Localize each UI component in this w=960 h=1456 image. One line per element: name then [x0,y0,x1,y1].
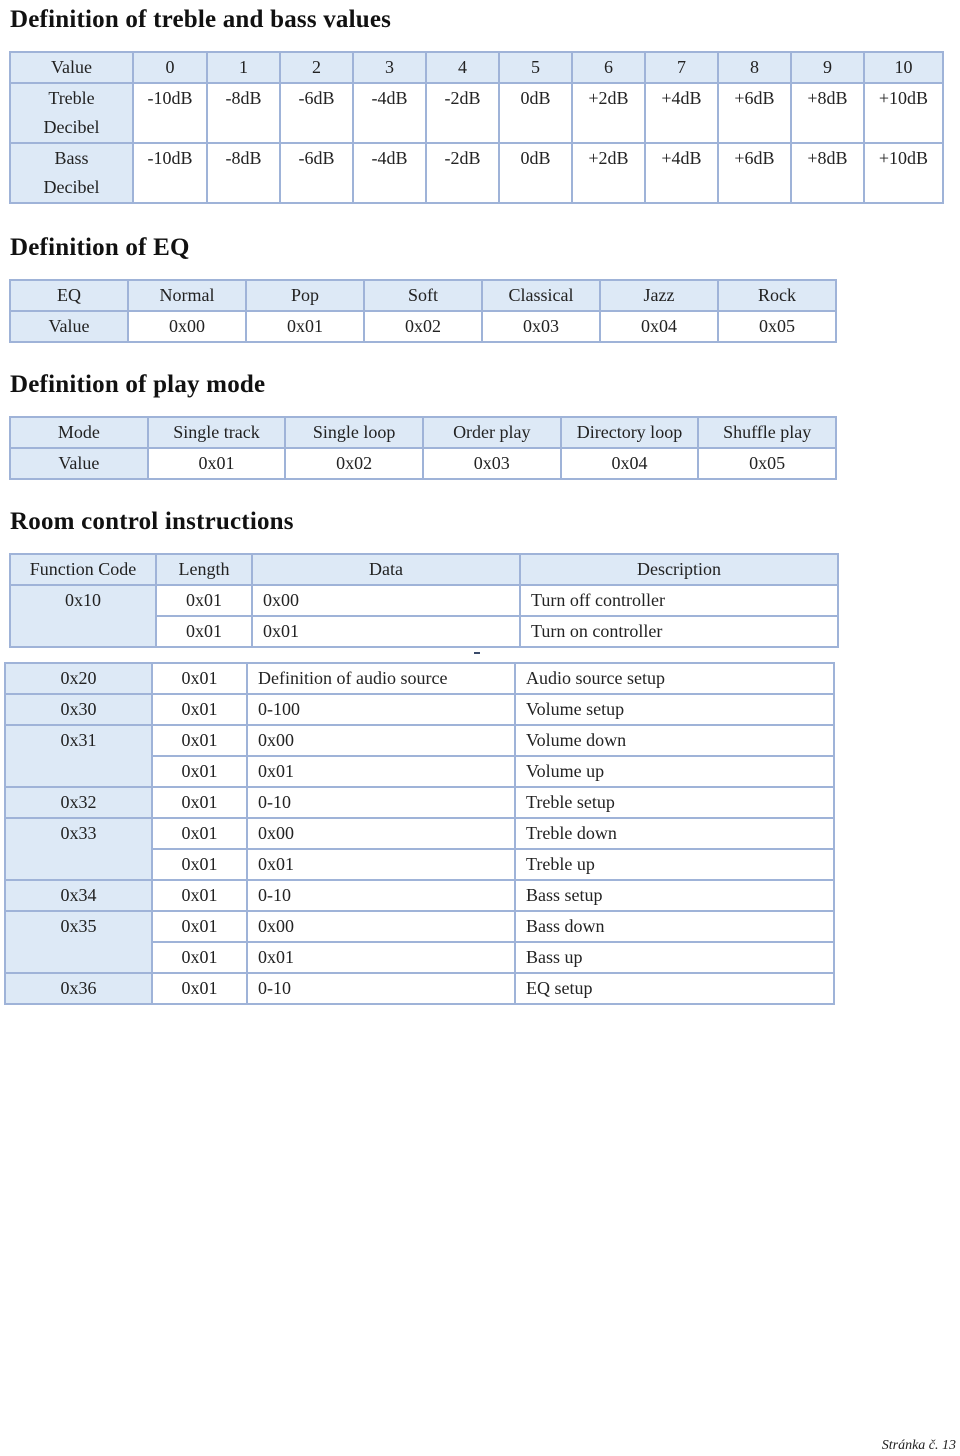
room-control-title: Room control instructions [10,508,294,535]
mode-name-cell: Single loop [285,417,423,448]
description-cell: Treble up [515,849,834,880]
play-mode-table [9,416,837,480]
function-code-cell: 0x10 [10,585,156,647]
data-cell: 0-10 [247,973,515,1004]
length-cell: 0x01 [152,973,247,1004]
treble-cell: +4dB [645,83,718,143]
eq-name-cell: Pop [246,280,364,311]
bass-cell: +4dB [645,143,718,203]
value-cell: 5 [499,52,572,83]
treble-cell: -8dB [207,83,280,143]
description-cell: Bass down [515,911,834,942]
data-cell: 0x00 [252,585,520,616]
eq-title: Definition of EQ [10,234,190,261]
table-row [10,448,836,479]
data-cell: 0x01 [247,756,515,787]
eq-value-cell: 0x01 [246,311,364,342]
data-cell: 0x00 [247,725,515,756]
length-cell: 0x01 [152,663,247,694]
mode-value-cell: 0x04 [561,448,699,479]
eq-table [9,279,837,343]
mode-value-cell: 0x01 [148,448,286,479]
treble-label-line2: Decibel [43,117,100,137]
mode-name-cell: Single track [148,417,286,448]
treble-cell: +10dB [864,83,943,143]
treble-cell: -4dB [353,83,426,143]
mode-header: Mode [10,417,148,448]
column-header: Data [252,554,520,585]
function-code-cell: 0x32 [5,787,152,818]
description-cell: Volume down [515,725,834,756]
value-cell: 10 [864,52,943,83]
description-cell: Turn off controller [520,585,838,616]
description-cell: Treble down [515,818,834,849]
eq-name-cell: Normal [128,280,246,311]
mode-name-cell: Directory loop [561,417,699,448]
table-row [5,725,834,756]
function-code-cell: 0x34 [5,880,152,911]
table-row [10,280,836,311]
column-header: Description [520,554,838,585]
table-row [5,787,834,818]
treble-cell: +2dB [572,83,645,143]
description-cell: Audio source setup [515,663,834,694]
function-code-cell: 0x35 [5,911,152,973]
length-cell: 0x01 [152,725,247,756]
value-cell: 8 [718,52,791,83]
table-row [5,973,834,1004]
eq-value-cell: 0x02 [364,311,482,342]
data-cell: 0x00 [247,911,515,942]
function-code-cell: 0x20 [5,663,152,694]
data-cell: 0-100 [247,694,515,725]
function-code-cell: 0x30 [5,694,152,725]
eq-name-cell: Jazz [600,280,718,311]
table-row [10,311,836,342]
table-row [10,417,836,448]
length-cell: 0x01 [152,694,247,725]
value-cell: 4 [426,52,499,83]
table-row [5,880,834,911]
data-cell: Definition of audio source [247,663,515,694]
bass-cell: +8dB [791,143,864,203]
length-cell: 0x01 [152,880,247,911]
room-control-table-part2 [4,662,835,1005]
eq-name-cell: Soft [364,280,482,311]
eq-value-label: Value [10,311,128,342]
length-cell: 0x01 [152,756,247,787]
bass-label [10,143,133,203]
column-header: Function Code [10,554,156,585]
play-mode-title: Definition of play mode [10,371,266,398]
data-cell: 0x00 [247,818,515,849]
length-cell: 0x01 [156,585,252,616]
treble-cell: -10dB [133,83,207,143]
table-row [5,818,834,849]
treble-cell: 0dB [499,83,572,143]
function-code-cell: 0x33 [5,818,152,880]
mode-value-label: Value [10,448,148,479]
data-cell: 0-10 [247,880,515,911]
table-row [10,83,943,143]
mode-value-cell: 0x03 [423,448,561,479]
treble-cell: -6dB [280,83,353,143]
length-cell: 0x01 [156,616,252,647]
bass-cell: 0dB [499,143,572,203]
table-row [5,663,834,694]
bass-cell: -2dB [426,143,499,203]
value-cell: 7 [645,52,718,83]
mode-value-cell: 0x05 [698,448,836,479]
function-code-cell: 0x36 [5,973,152,1004]
eq-value-cell: 0x04 [600,311,718,342]
treble-label-line1: Treble [48,88,95,108]
treble-label [10,83,133,143]
data-cell: 0x01 [247,849,515,880]
column-header: Length [156,554,252,585]
treble-cell: -2dB [426,83,499,143]
bass-cell: +2dB [572,143,645,203]
table-row [5,694,834,725]
treble-cell: +8dB [791,83,864,143]
value-cell: 3 [353,52,426,83]
length-cell: 0x01 [152,849,247,880]
description-cell: EQ setup [515,973,834,1004]
eq-value-cell: 0x03 [482,311,600,342]
treble-cell: +6dB [718,83,791,143]
bass-cell: -4dB [353,143,426,203]
treble-bass-table [9,51,944,204]
bass-label-line2: Decibel [43,177,100,197]
data-cell: 0x01 [247,942,515,973]
eq-value-cell: 0x00 [128,311,246,342]
page-break-mark [474,652,480,654]
description-cell: Volume up [515,756,834,787]
bass-cell: -10dB [133,143,207,203]
description-cell: Bass setup [515,880,834,911]
value-cell: 1 [207,52,280,83]
table-row [10,52,943,83]
data-cell: 0-10 [247,787,515,818]
length-cell: 0x01 [152,942,247,973]
value-cell: 6 [572,52,645,83]
value-cell: 0 [133,52,207,83]
mode-name-cell: Order play [423,417,561,448]
table-row [10,585,838,616]
treble-bass-title: Definition of treble and bass values [10,6,392,33]
table-row [5,911,834,942]
length-cell: 0x01 [152,911,247,942]
bass-cell: +6dB [718,143,791,203]
description-cell: Bass up [515,942,834,973]
value-cell: 2 [280,52,353,83]
eq-header: EQ [10,280,128,311]
description-cell: Volume setup [515,694,834,725]
eq-value-cell: 0x05 [718,311,836,342]
bass-cell: -6dB [280,143,353,203]
mode-value-cell: 0x02 [285,448,423,479]
bass-label-line1: Bass [54,148,89,168]
mode-name-cell: Shuffle play [698,417,836,448]
value-header: Value [10,52,133,83]
value-cell: 9 [791,52,864,83]
page-number: Stránka č. 13 [881,1438,956,1453]
eq-name-cell: Rock [718,280,836,311]
length-cell: 0x01 [152,787,247,818]
bass-cell: -8dB [207,143,280,203]
description-cell: Treble setup [515,787,834,818]
table-header-row [10,554,838,585]
length-cell: 0x01 [152,818,247,849]
room-control-table-part1 [9,553,839,648]
data-cell: 0x01 [252,616,520,647]
eq-name-cell: Classical [482,280,600,311]
description-cell: Turn on controller [520,616,838,647]
function-code-cell: 0x31 [5,725,152,787]
table-row [10,143,943,203]
bass-cell: +10dB [864,143,943,203]
